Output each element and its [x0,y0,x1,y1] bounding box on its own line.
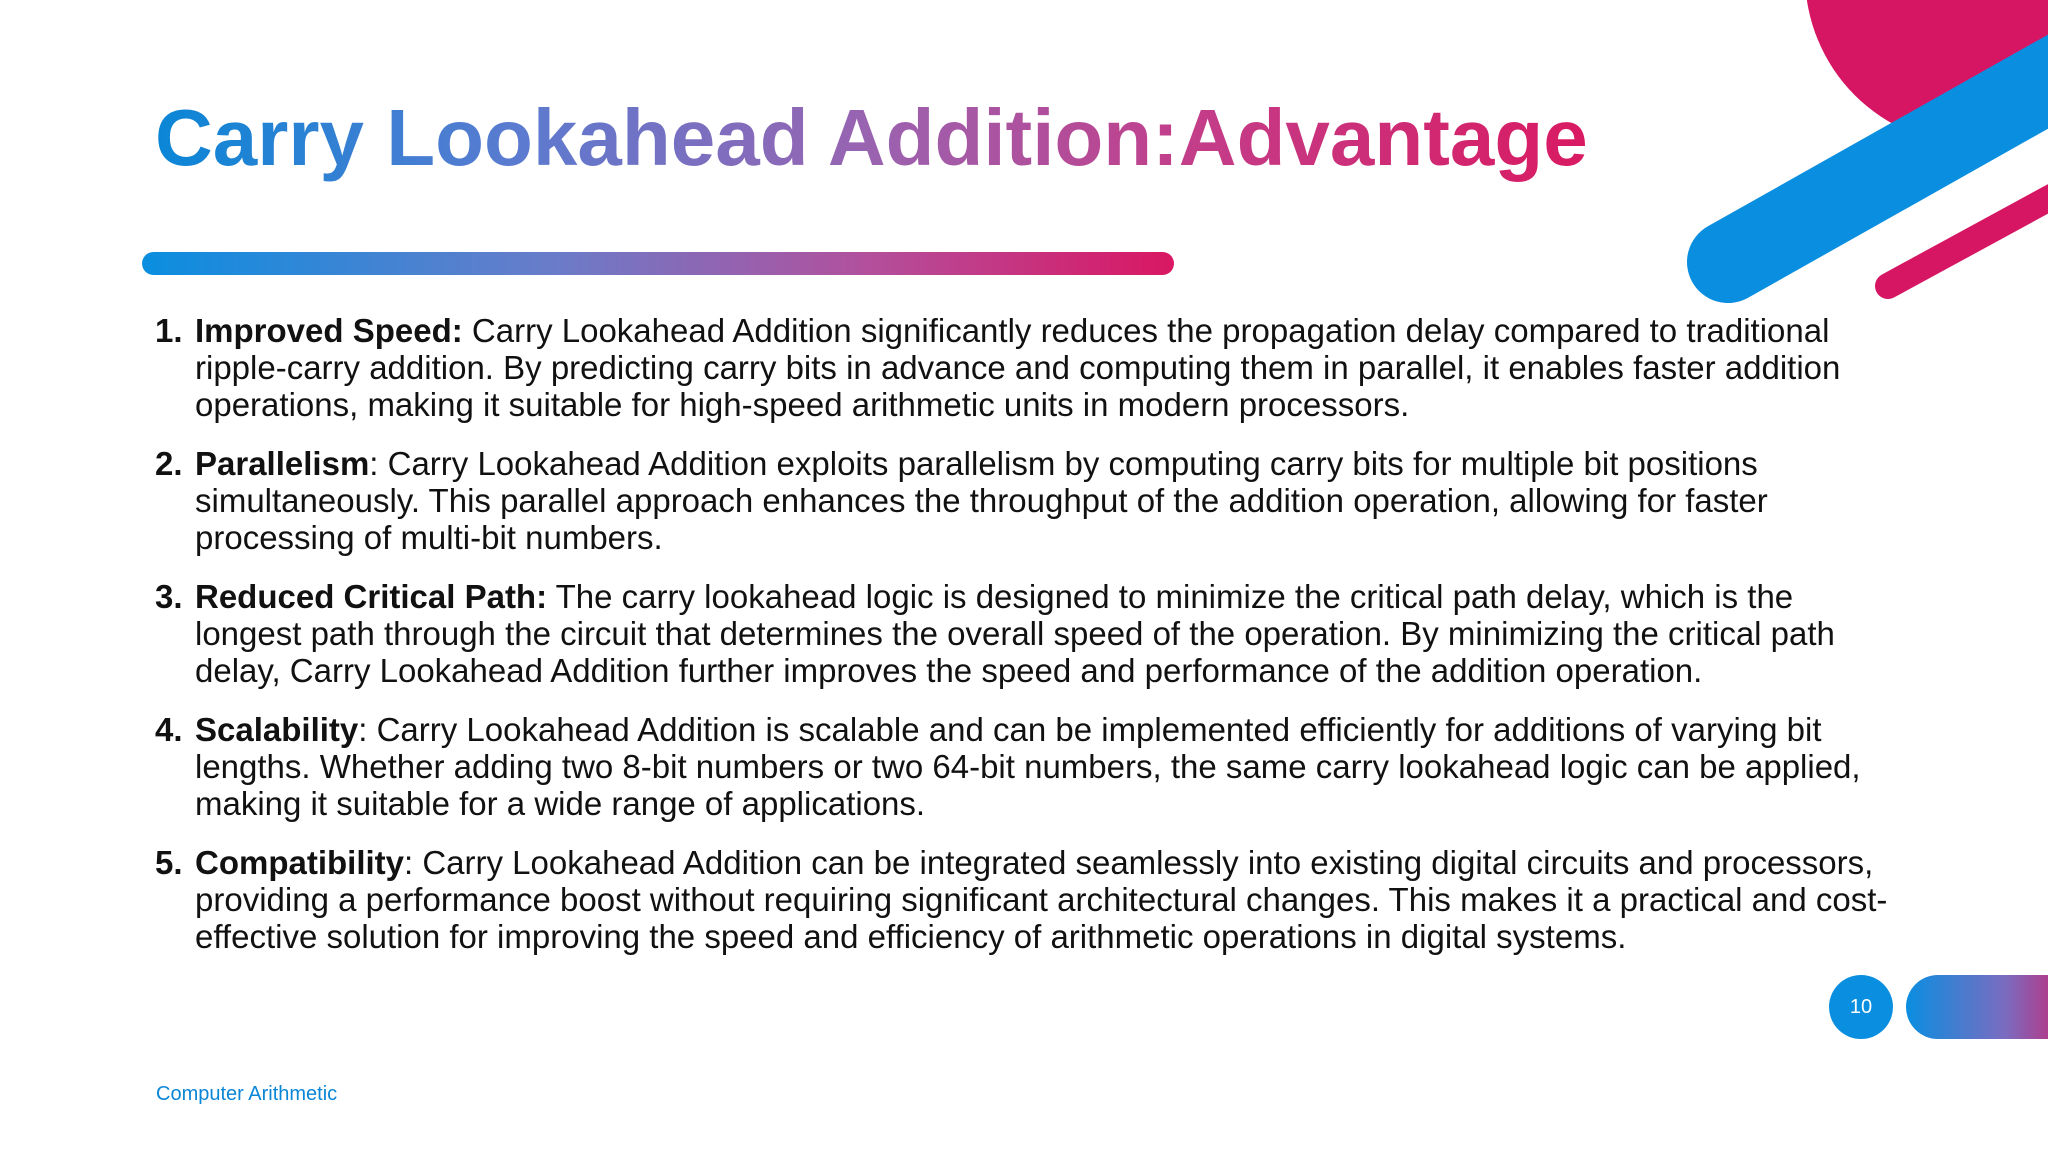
title-underline-bar [142,252,1174,275]
item-text: : Carry Lookahead Addition can be integrated seamlessly into existing digital circuits and processors, providing a performance boost without requiring significant architectural changes. This makes it a practical and cost-effective solution for improving the speed and efficiency of arithmetic operations in digital systems. [195,844,1888,955]
magenta-diagonal-stripe [1888,176,2048,286]
item-text: The carry lookahead logic is designed to minimize the critical path delay, which is the longest path through the circuit that determines the overall speed of the operation. By minimizing the critical path delay, Carry Lookahead Addition further improves the speed and performance of the addition operation. [195,578,1835,689]
advantages-list [155,312,1905,977]
item-term: Scalability [195,711,359,748]
item-number: 5. [155,844,183,881]
footer-text: Computer Arithmetic [156,1083,338,1105]
list-item [155,844,1905,955]
item-term: Reduced Critical Path: [195,578,548,615]
page-number-pill-decoration [1906,975,2048,1039]
item-number: 1. [155,312,183,349]
item-text: Carry Lookahead Addition significantly reduces the propagation delay compared to traditional ripple-carry addition. By predicting carry bits in advance and computing them in parallel, it enables faster addition operations, making it suitable for high-speed arithmetic units in modern processors. [195,312,1841,423]
item-number: 4. [155,711,183,748]
list-item [155,312,1905,423]
item-number: 2. [155,445,183,482]
page-number-badge: 10 [1829,975,1893,1039]
item-text: : Carry Lookahead Addition is scalable and can be implemented efficiently for additions of varying bit lengths. Whether adding two 8-bit numbers or two 64-bit numbers, the same carry lookahead logic can be applied, making it suitable for a wide range of applications. [195,711,1861,822]
item-term: Parallelism [195,445,370,482]
item-term: Improved Speed: [195,312,463,349]
list-item [155,578,1905,689]
magenta-circle-shape [1805,0,2048,145]
item-number: 3. [155,578,183,615]
item-text: : Carry Lookahead Addition exploits parallelism by computing carry bits for multiple bit positions simultaneously. This parallel approach enhances the throughput of the addition operation, allowing for faster processing of multi-bit numbers. [195,445,1768,556]
item-term: Compatibility [195,844,405,881]
list-item [155,711,1905,822]
slide-title: Carry Lookahead Addition:Advantage [155,88,1588,188]
list-item [155,445,1905,556]
blue-diagonal-stripe [1728,58,2048,262]
